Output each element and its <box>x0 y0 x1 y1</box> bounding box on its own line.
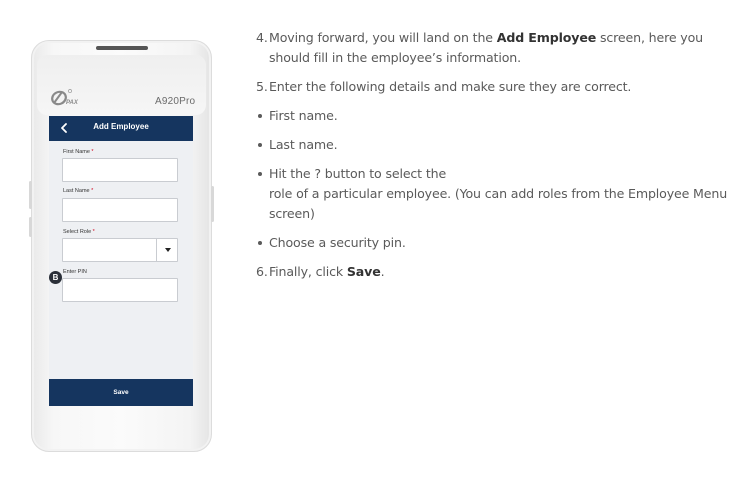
device-screen <box>49 116 193 406</box>
step-6 <box>256 262 736 282</box>
screen-title: Add Employee <box>93 122 149 131</box>
last-name-label-text: Last Name <box>63 188 90 194</box>
step-4-line-1 <box>269 28 736 48</box>
bullet-last-name <box>256 135 736 155</box>
step-number: 6. <box>256 264 268 279</box>
first-name-label-text: First Name <box>63 149 90 155</box>
bullet-text: Choose a security pin. <box>269 235 406 250</box>
caret-down-icon[interactable] <box>165 248 171 252</box>
device-speaker-grille <box>96 46 148 50</box>
step-4-line-2: should fill in the employee’s information. <box>269 50 521 65</box>
bullet-text: Last name. <box>269 137 338 152</box>
pax-logo <box>50 88 90 108</box>
pin-input[interactable] <box>62 278 178 302</box>
first-name-input[interactable] <box>62 158 178 182</box>
app-header <box>49 116 193 141</box>
logo-wordmark: PAX <box>66 100 78 106</box>
required-mark: * <box>92 229 95 235</box>
save-button[interactable] <box>49 379 193 406</box>
dropdown-divider <box>156 239 157 261</box>
step-4-text: Moving forward, you will land on the <box>269 30 497 45</box>
step-4 <box>256 28 736 68</box>
step-5-text: Enter the following details and make sure they are correct. <box>269 79 632 94</box>
select-role-label <box>63 229 95 235</box>
bullet-role <box>256 164 736 224</box>
device-side-button <box>29 181 32 209</box>
bullet-first-name <box>256 106 736 126</box>
instructions-panel <box>256 28 736 291</box>
first-name-label <box>63 149 94 155</box>
bullet-role-line-3: screen) <box>269 206 315 221</box>
save-emphasis: Save <box>346 264 381 279</box>
step-6-period: . <box>380 264 385 279</box>
required-mark: * <box>91 188 94 194</box>
step-5 <box>256 77 736 97</box>
device-model-label: A920Pro <box>155 96 196 107</box>
bullet-role-line-1: Hit the ? button to select the <box>269 166 447 181</box>
device-side-button <box>29 217 32 237</box>
device-side-button <box>211 186 214 222</box>
last-name-label <box>63 188 93 194</box>
step-6-text: Finally, click <box>269 264 347 279</box>
step-number: 5. <box>256 79 268 94</box>
last-name-input[interactable] <box>62 198 178 222</box>
bullet-security-pin <box>256 233 736 253</box>
step-4-text-continued: screen, here you <box>596 30 703 45</box>
select-role-dropdown[interactable] <box>62 238 178 262</box>
bullet-text: First name. <box>269 108 338 123</box>
add-employee-emphasis: Add Employee <box>496 30 597 45</box>
select-role-label-text: Select Role <box>63 229 92 235</box>
enter-pin-label <box>63 269 87 275</box>
step-number: 4. <box>256 30 268 45</box>
bullet-role-line-2: role of a particular employee. (You can add roles from the Employee Menu <box>269 186 728 201</box>
callout-marker-b: B <box>49 271 62 284</box>
save-button-label: Save <box>113 389 129 396</box>
required-mark: * <box>91 149 94 155</box>
enter-pin-label-text: Enter PIN <box>63 269 87 275</box>
